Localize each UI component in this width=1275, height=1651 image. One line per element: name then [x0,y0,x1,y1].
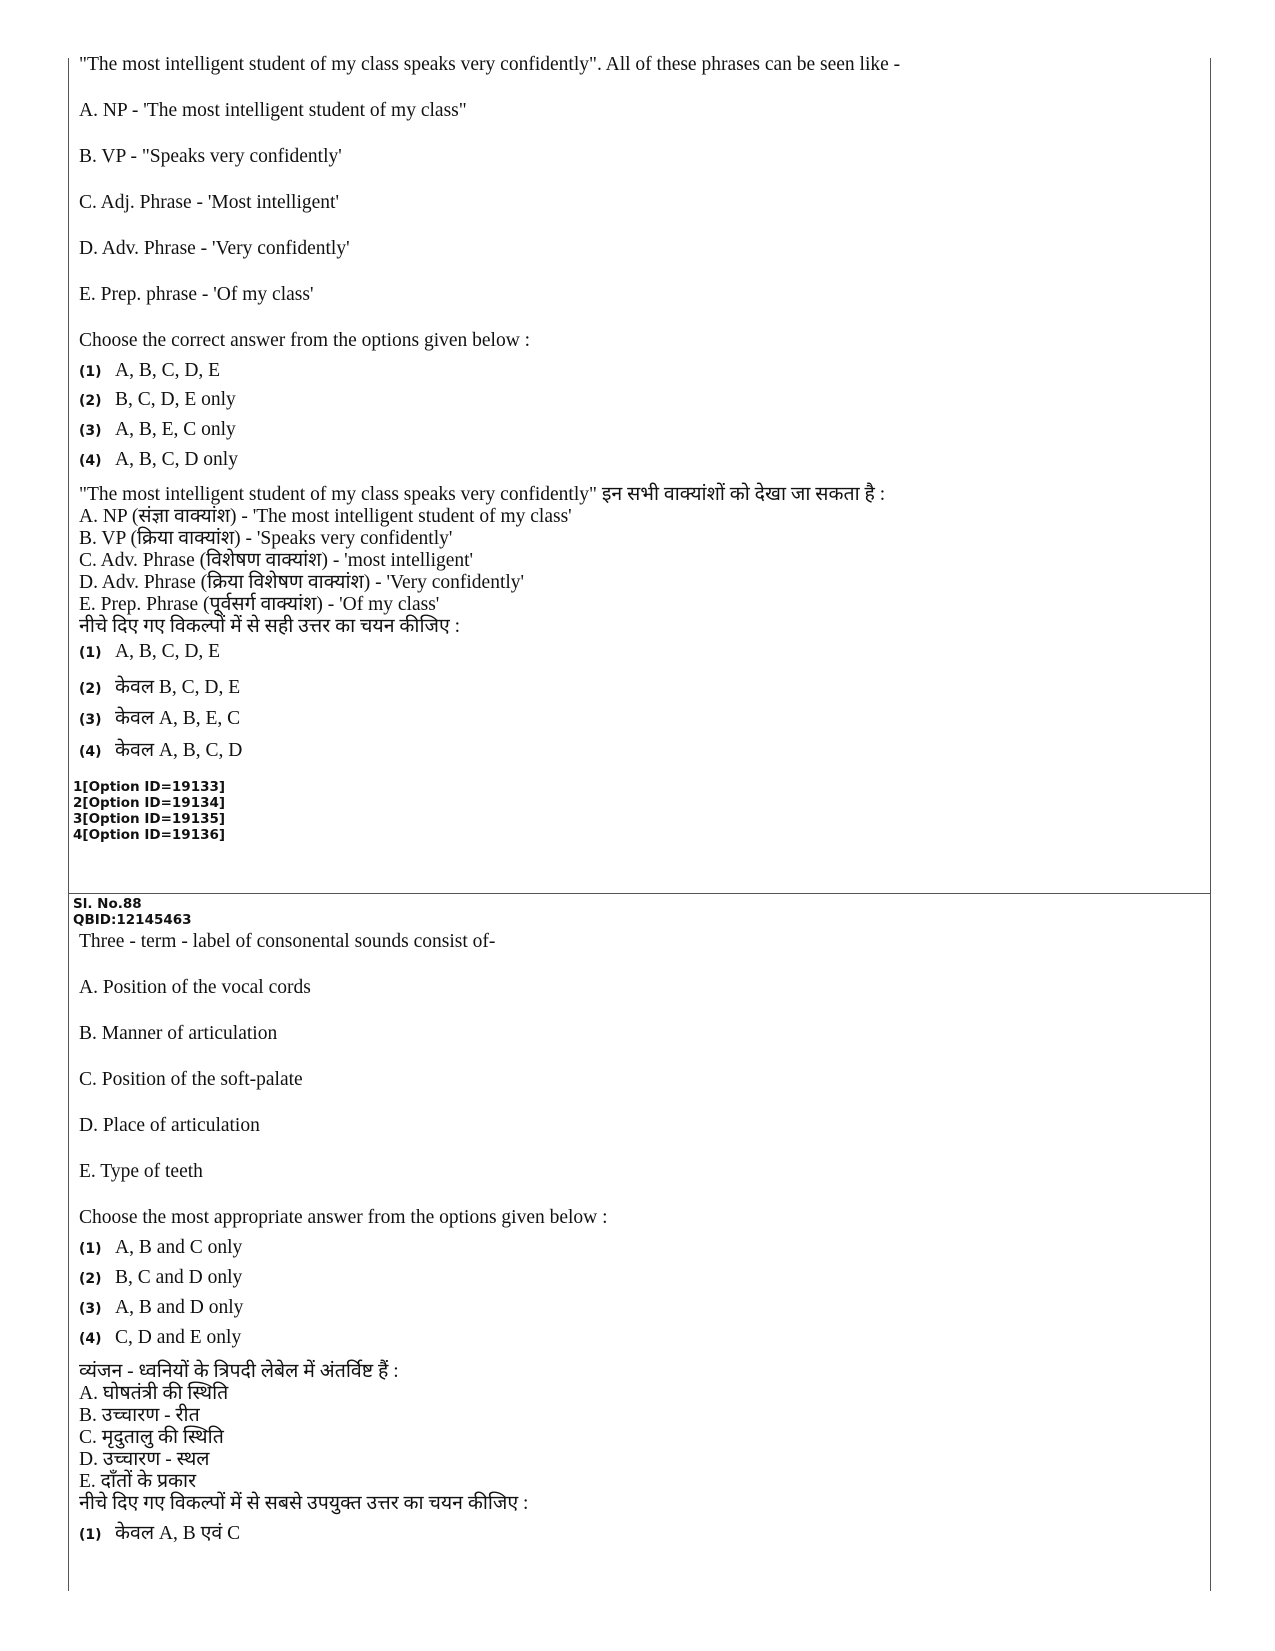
q88-item-d: D. Place of articulation [79,1115,260,1136]
option-text: A, B, C, D, E [115,641,221,662]
q87-hindi-item-c: C. Adv. Phrase (विशेषण वाक्यांश) - 'most intelligent' [79,550,474,571]
option-number: (1) [79,645,102,661]
option-number: (3) [79,1301,102,1317]
q87-item-b: B. VP - "Speaks very confidently' [79,146,342,167]
q88-serial-number: Sl. No.88 [73,896,142,912]
option-text: केवल A, B, C, D [115,740,243,761]
q87-hindi-item-d: D. Adv. Phrase (क्रिया विशेषण वाक्यांश) - 'Very confidently' [79,572,525,593]
q88-hindi-option-1 [79,1518,240,1545]
q88-option-2 [79,1267,242,1289]
option-text: B, C and D only [115,1267,243,1288]
option-text: A, B, C, D only [115,449,238,470]
q87-hindi-stem: "The most intelligent student of my class speaks very confidently" इन सभी वाक्यांशों को देखा जा सकता है : [79,484,886,505]
q87-hindi-instruction: नीचे दिए गए विकल्पों में से सही उत्तर का चयन कीजिए : [79,616,461,637]
q87-hindi-option-4 [79,735,242,762]
q88-item-c: C. Position of the soft-palate [79,1069,303,1090]
q87-hindi-item-e: E. Prep. Phrase (पूर्वसर्ग वाक्यांश) - 'Of my class' [79,594,440,615]
q87-item-e: E. Prep. phrase - 'Of my class' [79,284,314,305]
option-text: B, C, D, E only [115,389,236,410]
option-text: केवल B, C, D, E [115,677,241,698]
q87-item-d: D. Adv. Phrase - 'Very confidently' [79,238,350,259]
q88-item-e: E. Type of teeth [79,1161,203,1182]
q87-option-2 [79,389,236,411]
q88-hindi-stem: व्यंजन - ध्वनियों के त्रिपदी लेबेल में अंतर्विष्ट हैं : [79,1361,399,1382]
option-number: (2) [79,1271,102,1287]
option-text: केवल A, B, E, C [115,708,241,729]
q88-qbid: QBID:12145463 [73,912,192,928]
q87-option-id-1: 1[Option ID=19133] [73,779,226,795]
option-number: (2) [79,393,102,409]
q87-hindi-option-3 [79,703,240,730]
q87-hindi-option-2 [79,672,240,699]
q88-hindi-item-e: E. दाँतों के प्रकार [79,1471,197,1492]
q87-hindi-item-a: A. NP (संज्ञा वाक्यांश) - 'The most intelligent student of my class' [79,506,572,527]
q87-stem: "The most intelligent student of my class speaks very confidently". All of these phrases can be seen like - [79,54,901,75]
q88-stem: Three - term - label of consonental sounds consist of- [79,931,496,952]
q88-option-4 [79,1327,241,1349]
q87-item-a: A. NP - 'The most intelligent student of my class" [79,100,467,121]
option-text: केवल A, B एवं C [115,1523,241,1544]
option-text: A, B, C, D, E [115,360,221,381]
q87-option-id-3: 3[Option ID=19135] [73,811,226,827]
question-88-box [68,894,1211,1591]
q88-instruction: Choose the most appropriate answer from the options given below : [79,1207,608,1228]
q87-option-1 [79,360,220,382]
q87-item-c: C. Adj. Phrase - 'Most intelligent' [79,192,339,213]
option-number: (4) [79,453,102,469]
q88-item-a: A. Position of the vocal cords [79,977,311,998]
q87-option-4 [79,449,238,471]
q88-item-b: B. Manner of articulation [79,1023,278,1044]
option-text: A, B and D only [115,1297,244,1318]
option-number: (1) [79,1241,102,1257]
option-number: (1) [79,1527,102,1543]
q88-hindi-item-c: C. मृदुतालु की स्थिति [79,1427,224,1448]
option-number: (2) [79,681,102,697]
q88-option-1 [79,1237,242,1259]
q88-hindi-item-b: B. उच्चारण - रीत [79,1405,200,1426]
option-number: (3) [79,423,102,439]
q88-hindi-instruction: नीचे दिए गए विकल्पों में से सबसे उपयुक्त उत्तर का चयन कीजिए : [79,1493,529,1514]
q88-hindi-item-d: D. उच्चारण - स्थल [79,1449,210,1470]
option-number: (4) [79,744,102,760]
option-text: A, B, E, C only [115,419,236,440]
option-number: (3) [79,712,102,728]
q87-option-id-4: 4[Option ID=19136] [73,827,226,843]
option-number: (1) [79,364,102,380]
q87-option-id-2: 2[Option ID=19134] [73,795,226,811]
q88-option-3 [79,1297,243,1319]
q88-hindi-item-a: A. घोषतंत्री की स्थिति [79,1383,229,1404]
q87-hindi-item-b: B. VP (क्रिया वाक्यांश) - 'Speaks very confidently' [79,528,453,549]
q87-option-3 [79,419,236,441]
q87-instruction: Choose the correct answer from the options given below : [79,330,531,351]
option-text: C, D and E only [115,1327,242,1348]
q87-hindi-option-1 [79,641,220,663]
question-87-box [68,54,1211,894]
option-number: (4) [79,1331,102,1347]
option-text: A, B and C only [115,1237,243,1258]
